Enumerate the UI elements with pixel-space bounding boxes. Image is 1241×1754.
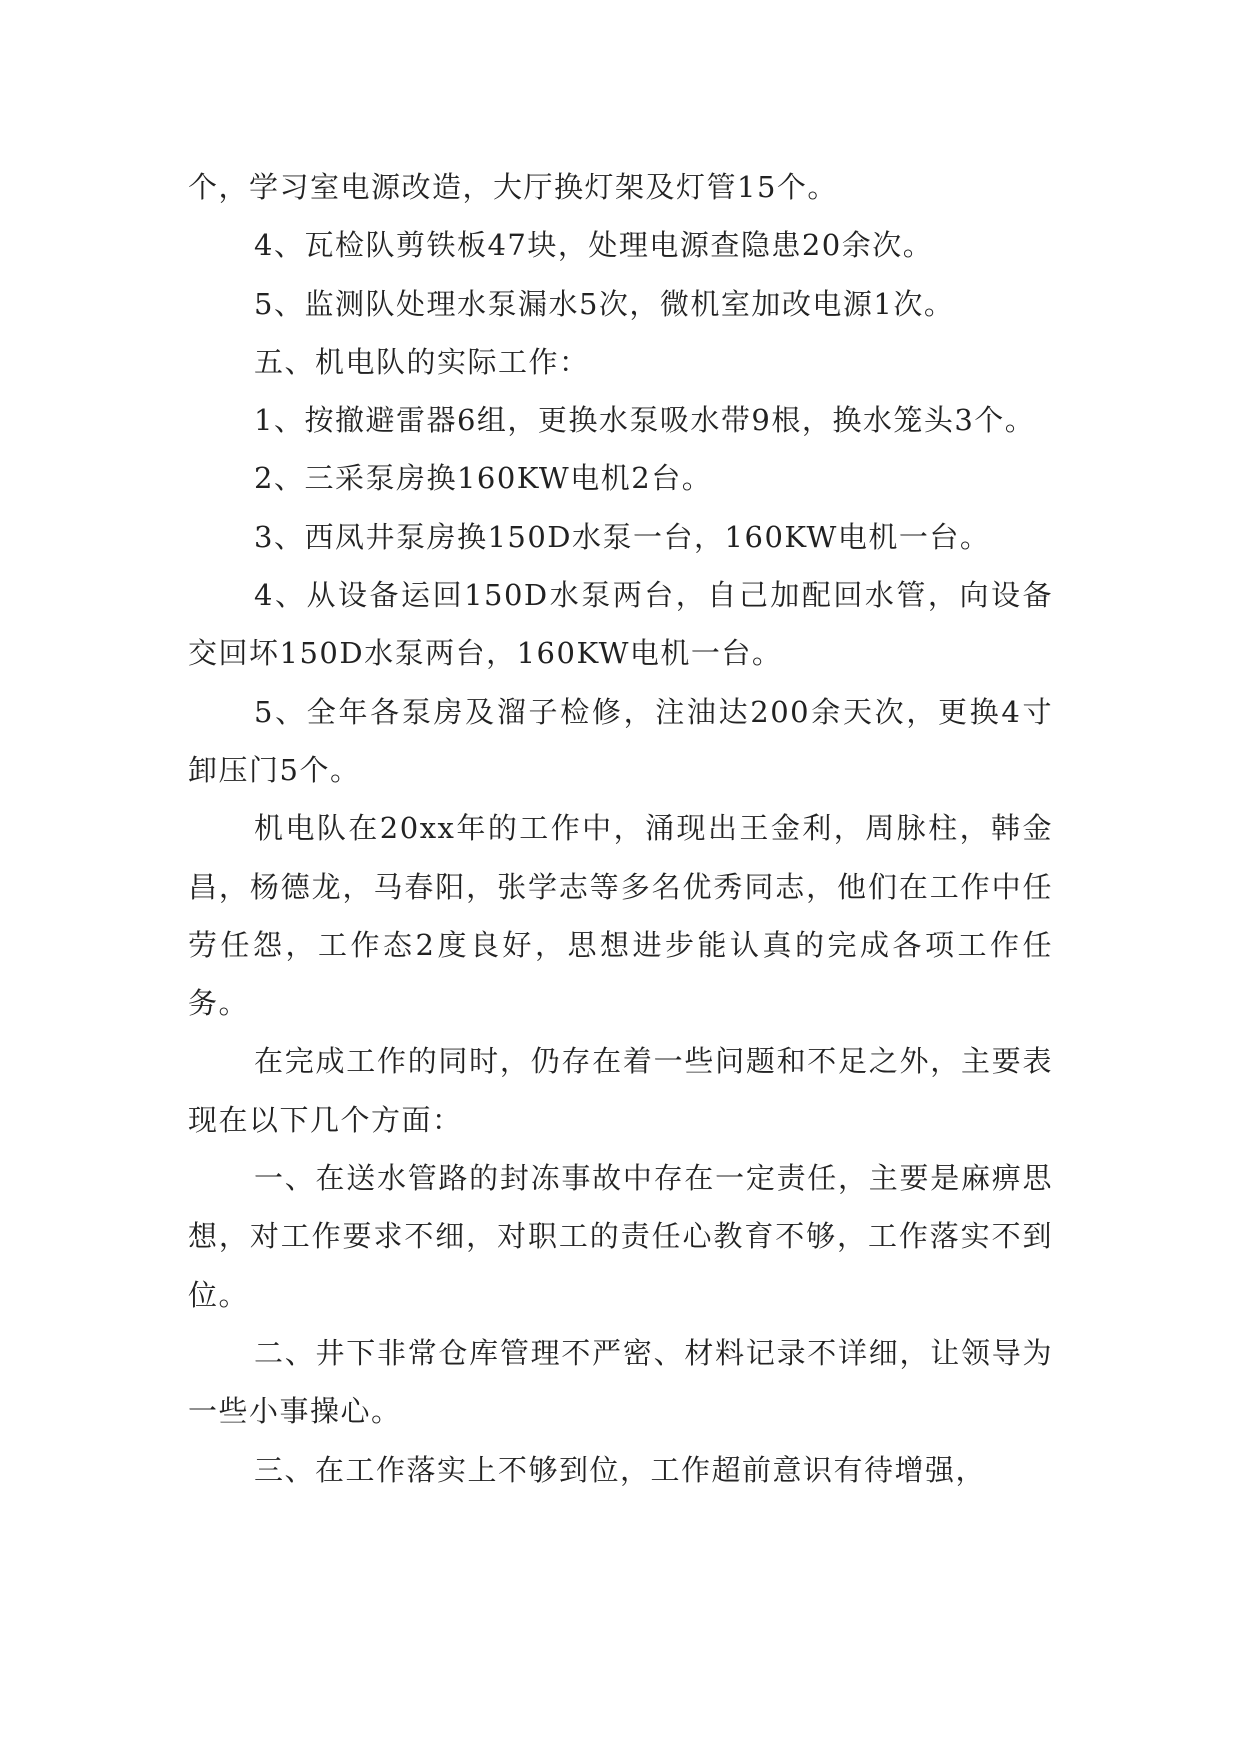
paragraph-item-4: 4、从设备运回150D水泵两台，自己加配回水管，向设备交回坏150D水泵两台，160KW电机一台。 <box>188 578 1053 671</box>
paragraph-item-2: 2、三采泵房换160KW电机2台。 <box>254 461 713 496</box>
section-heading-five: 五、机电队的实际工作： <box>254 344 590 379</box>
paragraph-item-1: 1、按撤避雷器6组，更换水泵吸水带9根，换水笼头3个。 <box>254 403 1036 438</box>
paragraph-item-gas-team: 4、瓦检队剪铁板47块，处理电源查隐患20余次。 <box>254 228 934 263</box>
paragraph-problems-intro: 在完成工作的同时，仍存在着一些问题和不足之外，主要表现在以下几个方面： <box>188 1044 1053 1137</box>
paragraph-item-5: 5、全年各泵房及溜子检修，注油达200余天次，更换4寸卸压门5个。 <box>188 694 1053 787</box>
document-body <box>188 158 1053 1499</box>
paragraph-problem-2: 二、井下非常仓库管理不严密、材料记录不详细，让领导为一些小事操心。 <box>188 1335 1053 1429</box>
paragraph-problem-1: 一、在送水管路的封冻事故中存在一定责任，主要是麻痹思想，对工作要求不细，对职工的责任心教育不够，工作落实不到位。 <box>188 1161 1053 1312</box>
paragraph-continuation: 个，学习室电源改造，大厅换灯架及灯管15个。 <box>188 170 838 204</box>
paragraph-item-3: 3、西凤井泵房换150D水泵一台，160KW电机一台。 <box>254 519 991 554</box>
paragraph-commendation: 机电队在20xx年的工作中，涌现出王金利，周脉柱，韩金昌，杨德龙，马春阳，张学志等多名优秀同志，他们在工作中任劳任怨，工作态2度良好，思想进步能认真的完成各项工作任务。 <box>188 811 1053 1021</box>
paragraph-problem-3: 三、在工作落实上不够到位，工作超前意识有待增强， <box>254 1452 987 1487</box>
paragraph-item-monitoring-team: 5、监测队处理水泵漏水5次，微机室加改电源1次。 <box>254 286 955 321</box>
